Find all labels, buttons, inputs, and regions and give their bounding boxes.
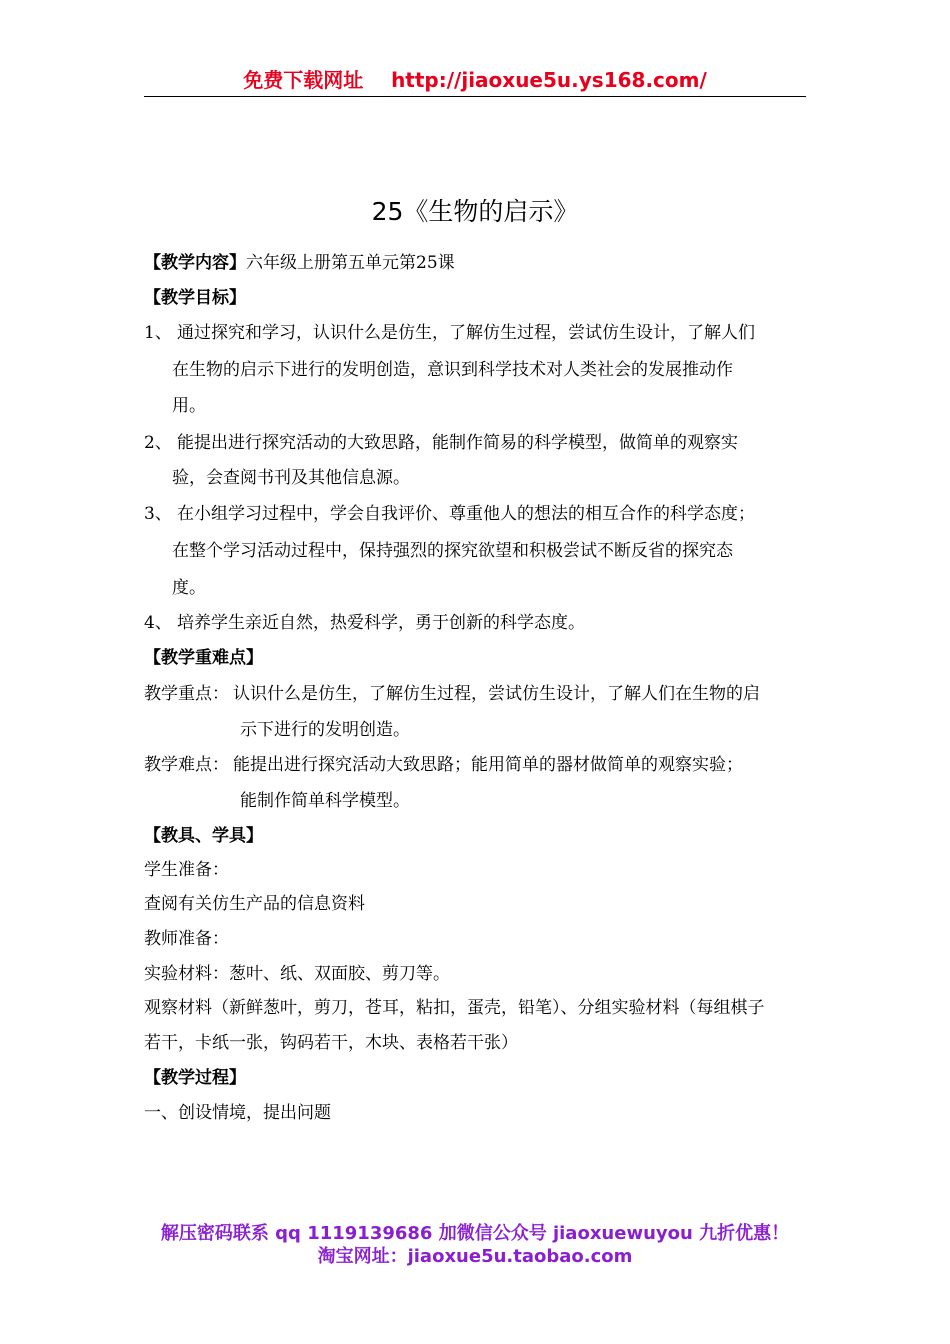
goal-4-line-1: 培养学生亲近自然，热爱科学，勇于创新的科学态度。 [177,613,585,633]
key-point-label: 教学重点： [144,684,229,704]
difficult-point-line-1: 能提出进行探究活动大致思路；能用简单的器材做简单的观察实验； [233,755,743,775]
goal-2-line-1: 能提出进行探究活动的大致思路，能制作简易的科学模型，做简单的观察实 [177,433,738,453]
footer-taobao-link[interactable]: 淘宝网址：jiaoxue5u.taobao.com [317,1246,633,1267]
teaching-content [144,251,455,275]
page-title: 25《生物的启示》 [371,197,579,226]
teacher-prep-label: 教师准备： [144,929,229,949]
process-step-1: 一、创设情境，提出问题 [144,1103,331,1123]
key-points-heading: 【教学重难点】 [144,648,263,668]
goal-3-number: 3、 [144,504,172,524]
header-label: 免费下载网址 [243,68,364,92]
experiment-materials: 实验材料：葱叶、纸、双面胶、剪刀等。 [144,964,450,984]
goal-1-line-1: 通过探究和学习，认识什么是仿生，了解仿生过程，尝试仿生设计，了解人们 [177,323,755,343]
goal-3-line-1: 在小组学习过程中，学会自我评价、尊重他人的想法的相互合作的科学态度； [177,504,755,524]
teaching-content-label: 【教学内容】 [144,253,246,273]
goal-2-number: 2、 [144,433,172,453]
goal-1-line-3: 用。 [172,396,206,416]
observation-materials-line-2: 若干，卡纸一张，钩码若干，木块、表格若干张） [144,1033,518,1053]
key-point-line-1: 认识什么是仿生，了解仿生过程，尝试仿生设计，了解人们在生物的启 [233,684,760,704]
difficult-point-line-2: 能制作简单科学模型。 [240,791,410,811]
observation-materials-line-1: 观察材料（新鲜葱叶，剪刀，苍耳，粘扣，蛋壳，铅笔）、分组实验材料（每组棋子 [144,998,765,1018]
tools-heading: 【教具、学具】 [144,826,263,846]
goal-2-line-2: 验，会查阅书刊及其他信息源。 [172,468,410,488]
process-heading: 【教学过程】 [144,1068,246,1088]
goals-heading: 【教学目标】 [144,288,246,308]
footer-contact-line: 解压密码联系 qq 1119139686 加微信公众号 jiaoxuewuyou 九折优惠！ [160,1223,790,1244]
header-rule [144,96,806,97]
goal-4-number: 4、 [144,613,172,633]
header-banner [0,64,950,93]
goal-1-number: 1、 [144,323,172,343]
header-url-link[interactable]: http://jiaoxue5u.ys168.com/ [391,68,707,92]
goal-3-line-2: 在整个学习活动过程中，保持强烈的探究欲望和积极尝试不断反省的探究态 [172,541,733,561]
teaching-content-text: 六年级上册第五单元第25课 [246,253,455,273]
goal-1-line-2: 在生物的启示下进行的发明创造，意识到科学技术对人类社会的发展推动作 [172,360,733,380]
student-prep-label: 学生准备： [144,860,229,880]
key-point-line-2: 示下进行的发明创造。 [240,720,410,740]
goal-3-line-3: 度。 [172,578,206,598]
student-prep-text: 查阅有关仿生产品的信息资料 [144,894,365,914]
difficult-point-label: 教学难点： [144,755,229,775]
